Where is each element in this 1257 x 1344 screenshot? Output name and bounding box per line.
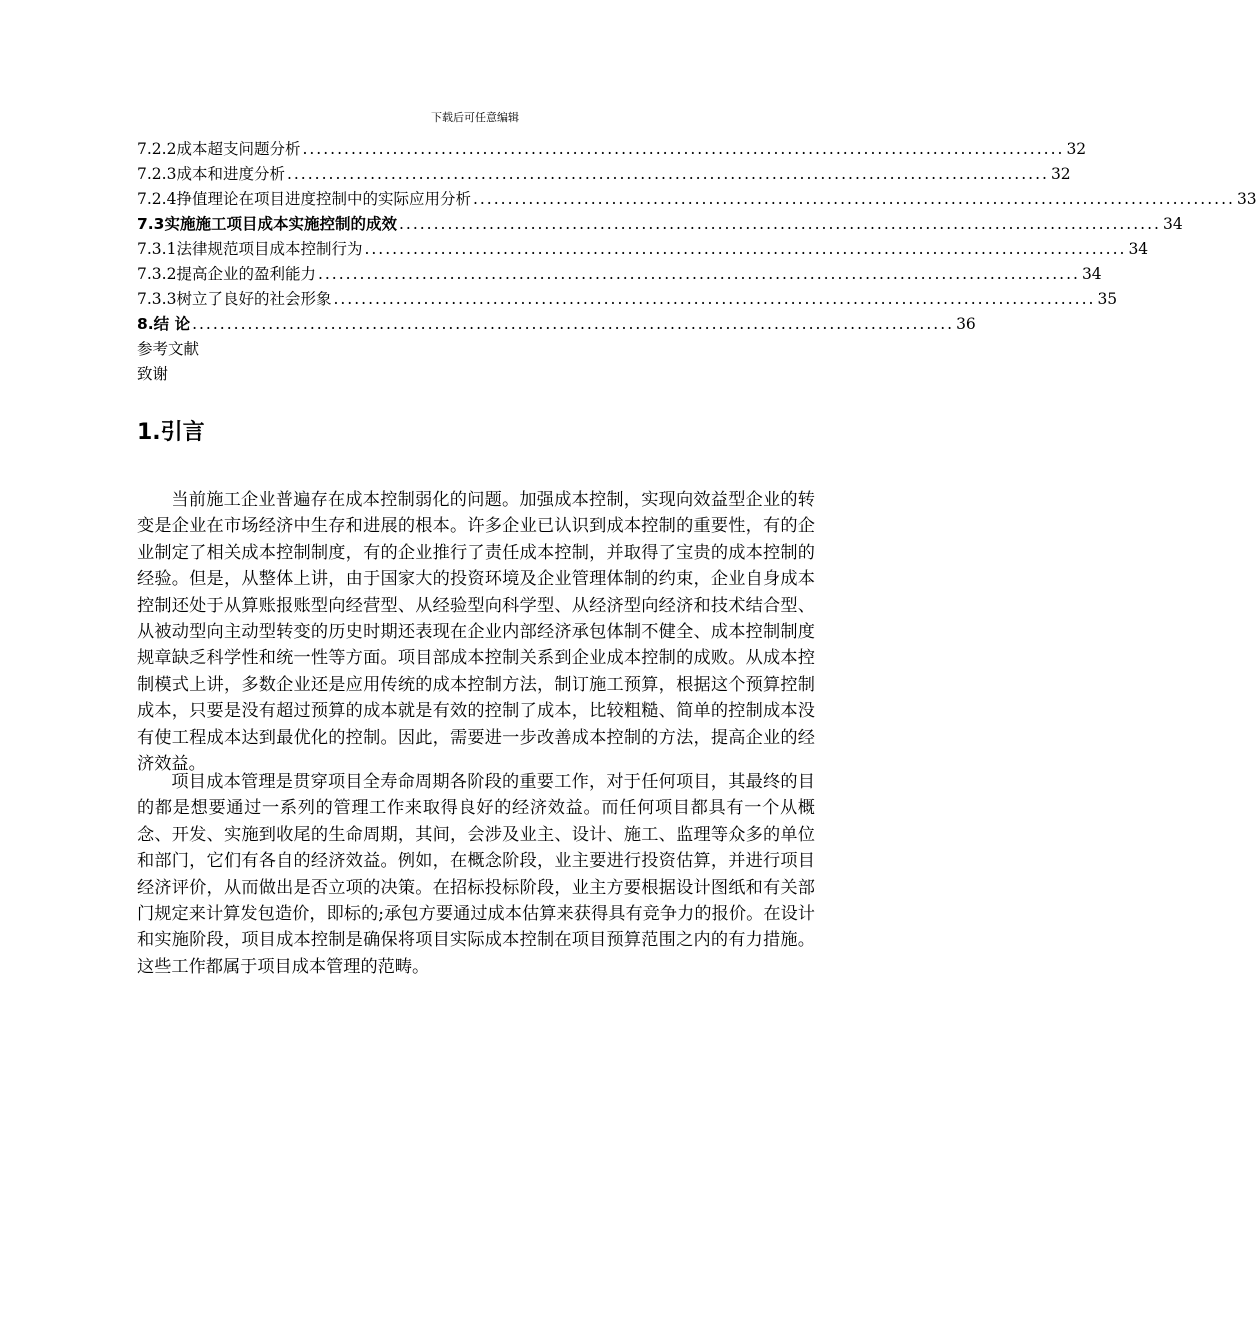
body-paragraph: 当前施工企业普遍存在成本控制弱化的问题。加强成本控制，实现向效益型企业的转变是企业在市场经济中生存和进展的根本。许多企业已认识到成本控制的重要性，有的企业制定了相关成本控制制度，有的企业推行了责任成本控制，并取得了宝贵的成本控制的经验。但是，从整体上讲，由于国家大的投资环境及企业管理体制的约束，企业自身成本控制还处于从算账报账型向经营型、从经验型向科学型、从经济型向经济和技术结合型、从被动型向主动型转变的历史时期还表现在企业内部经济承包体制不健全、成本控制制度规章缺乏科学性和统一性等方面。项目部成本控制关系到企业成本控制的成败。从成本控制模式上讲，多数企业还是应用传统的成本控制方法，制订施工预算，根据这个预算控制成本，只要是没有超过预算的成本就是有效的控制了成本，比较粗糙、简单的控制成本没有使工程成本达到最优化的控制。因此，需要进一步改善成本控制的方法，提高企业的经济效益。 bbox=[137, 490, 815, 775]
toc-entry-title: 7.3.3树立了良好的社会形象 bbox=[137, 290, 332, 308]
toc-leader-dots: .............................................................................................................. bbox=[286, 165, 1049, 183]
toc-entry-title: 7.2.3成本和进度分析 bbox=[137, 165, 285, 183]
toc-entry-references[interactable]: 参考文献 bbox=[137, 340, 200, 358]
toc-entry-page: 32 bbox=[1066, 140, 1087, 158]
toc-entry-page: 33 bbox=[1236, 190, 1257, 208]
toc-entry-title: 7.2.2成本超支问题分析 bbox=[137, 140, 301, 158]
toc-leader-dots: .............................................................................................................. bbox=[364, 240, 1127, 258]
table-of-contents bbox=[137, 137, 1257, 387]
toc-entry-title: 7.2.4挣值理论在项目进度控制中的实际应用分析 bbox=[137, 190, 471, 208]
toc-entry-page: 36 bbox=[956, 315, 976, 333]
toc-entry[interactable] bbox=[137, 162, 1071, 187]
toc-entry-page: 34 bbox=[1128, 240, 1149, 258]
toc-entry-acknowledgements[interactable]: 致谢 bbox=[137, 365, 169, 383]
toc-entry[interactable] bbox=[137, 137, 1087, 162]
toc-entry-page: 35 bbox=[1097, 290, 1118, 308]
body-paragraph: 项目成本管理是贯穿项目全寿命周期各阶段的重要工作，对于任何项目，其最终的目的都是想要通过一系列的管理工作来取得良好的经济效益。而任何项目都具有一个从概念、开发、实施到收尾的生命周期，其间，会涉及业主、设计、施工、监理等众多的单位和部门，它们有各自的经济效益。例如，在概念阶段，业主要进行投资估算，并进行项目经济评价，从而做出是否立项的决策。在招标投标阶段，业主方要根据设计图纸和有关部门规定来计算发包造价，即标的;承包方要通过成本估算来获得具有竞争力的报价。在设计和实施阶段，项目成本控制是确保将项目实际成本控制在项目预算范围之内的有力措施。这些工作都属于项目成本管理的范畴。 bbox=[137, 772, 815, 977]
toc-entry[interactable] bbox=[137, 312, 976, 337]
section-title: 1.引言 bbox=[137, 420, 205, 445]
toc-entry-page: 32 bbox=[1050, 165, 1071, 183]
toc-entry[interactable] bbox=[137, 262, 1102, 287]
toc-leader-dots: .............................................................................................................. bbox=[317, 265, 1080, 283]
toc-entry-page: 34 bbox=[1081, 265, 1102, 283]
toc-entry-title: 7.3.2提高企业的盈利能力 bbox=[137, 265, 316, 283]
toc-leader-dots: .............................................................................................................. bbox=[472, 190, 1235, 208]
toc-leader-dots: .............................................................................................................. bbox=[333, 290, 1096, 308]
toc-leader-dots: .............................................................................................................. bbox=[192, 315, 955, 333]
toc-entry-title: 8.结 论 bbox=[137, 315, 191, 333]
toc-entry-title: 7.3实施施工项目成本实施控制的成效 bbox=[137, 215, 397, 233]
toc-entry[interactable] bbox=[137, 212, 1183, 237]
toc-entry[interactable] bbox=[137, 187, 1257, 212]
toc-entry[interactable] bbox=[137, 287, 1118, 312]
header-note: 下载后可任意编辑 bbox=[431, 111, 519, 124]
toc-entry[interactable] bbox=[137, 237, 1149, 262]
toc-leader-dots: .............................................................................................................. bbox=[398, 215, 1161, 233]
toc-leader-dots: .............................................................................................................. bbox=[302, 140, 1065, 158]
toc-entry-page: 34 bbox=[1162, 215, 1183, 233]
toc-entry-title: 7.3.1法律规范项目成本控制行为 bbox=[137, 240, 363, 258]
